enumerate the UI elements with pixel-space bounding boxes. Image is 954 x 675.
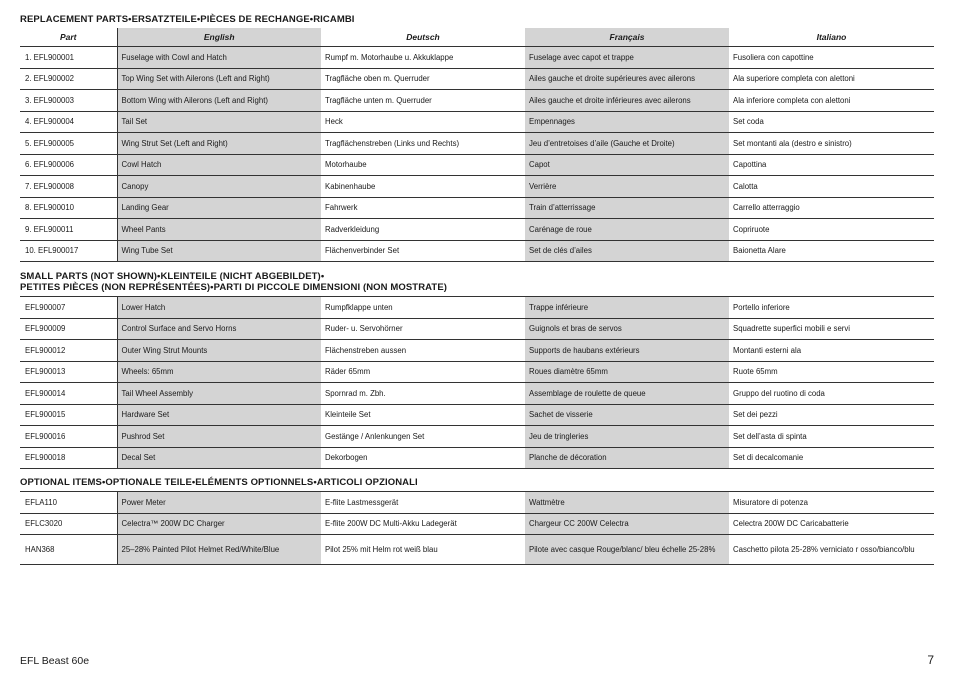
cell-italiano: Set montanti ala (destro e sinistro) xyxy=(729,133,934,155)
cell-part: EFL900018 xyxy=(20,447,117,469)
cell-english: Landing Gear xyxy=(117,197,321,219)
cell-english: Cowl Hatch xyxy=(117,154,321,176)
cell-deutsch: Pilot 25% mit Helm rot weiß blau xyxy=(321,535,525,565)
cell-english: Celectra™ 200W DC Charger xyxy=(117,513,321,535)
cell-english: Decal Set xyxy=(117,447,321,469)
cell-italiano: Portello inferiore xyxy=(729,297,934,319)
cell-deutsch: Tragfläche unten m. Querruder xyxy=(321,90,525,112)
table-row xyxy=(20,426,934,448)
cell-italiano: Calotta xyxy=(729,176,934,198)
page-number: 7 xyxy=(927,653,934,667)
cell-deutsch: E-flite Lastmessgerät xyxy=(321,492,525,514)
replacement-parts-table xyxy=(20,28,934,262)
table-row xyxy=(20,111,934,133)
cell-deutsch: Flächenstreben aussen xyxy=(321,340,525,362)
parts-list-page xyxy=(20,14,934,565)
cell-francais: Trappe inférieure xyxy=(525,297,729,319)
cell-italiano: Squadrette superfici mobili e servi xyxy=(729,318,934,340)
table-row xyxy=(20,297,934,319)
cell-italiano: Capottina xyxy=(729,154,934,176)
cell-english: Wing Strut Set (Left and Right) xyxy=(117,133,321,155)
cell-italiano: Carrello atterraggio xyxy=(729,197,934,219)
cell-italiano: Set di decalcomanie xyxy=(729,447,934,469)
cell-part: EFL900014 xyxy=(20,383,117,405)
cell-italiano: Set dell’asta di spinta xyxy=(729,426,934,448)
cell-deutsch: Ruder- u. Servohörner xyxy=(321,318,525,340)
cell-italiano: Celectra 200W DC Caricabatterie xyxy=(729,513,934,535)
cell-part: EFL900015 xyxy=(20,404,117,426)
cell-part: EFL900012 xyxy=(20,340,117,362)
cell-part: EFL900013 xyxy=(20,361,117,383)
cell-italiano: Caschetto pilota 25-28% verniciato r osso/bianco/blu xyxy=(729,535,934,565)
table-row xyxy=(20,361,934,383)
cell-english: 25–28% Painted Pilot Helmet Red/White/Blue xyxy=(117,535,321,565)
header-francais: Français xyxy=(525,28,729,47)
replacement-parts-title: REPLACEMENT PARTS•ERSATZTEILE•PIÈCES DE RECHANGE•RICAMBI xyxy=(20,14,355,25)
cell-francais: Fuselage avec capot et trappe xyxy=(525,47,729,69)
cell-deutsch: E-flite 200W DC Multi-Akku Ladegerät xyxy=(321,513,525,535)
table-row xyxy=(20,240,934,262)
cell-part: EFLA110 xyxy=(20,492,117,514)
cell-part: 7. EFL900008 xyxy=(20,176,117,198)
cell-francais: Verrière xyxy=(525,176,729,198)
cell-italiano: Set coda xyxy=(729,111,934,133)
cell-part: 5. EFL900005 xyxy=(20,133,117,155)
cell-english: Tail Wheel Assembly xyxy=(117,383,321,405)
cell-francais: Ailes gauche et droite inférieures avec ailerons xyxy=(525,90,729,112)
cell-english: Wing Tube Set xyxy=(117,240,321,262)
cell-italiano: Copriruote xyxy=(729,219,934,241)
cell-italiano: Montanti esterni ala xyxy=(729,340,934,362)
table-row xyxy=(20,154,934,176)
cell-deutsch: Flächenverbinder Set xyxy=(321,240,525,262)
cell-english: Tail Set xyxy=(117,111,321,133)
cell-francais: Capot xyxy=(525,154,729,176)
cell-deutsch: Kleinteile Set xyxy=(321,404,525,426)
cell-part: 2. EFL900002 xyxy=(20,68,117,90)
cell-english: Lower Hatch xyxy=(117,297,321,319)
cell-deutsch: Kabinenhaube xyxy=(321,176,525,198)
small-parts-body xyxy=(20,297,934,469)
optional-items-body xyxy=(20,492,934,565)
header-part: Part xyxy=(20,28,117,47)
cell-italiano: Ala superiore completa con alettoni xyxy=(729,68,934,90)
cell-deutsch: Tragflächenstreben (Links und Rechts) xyxy=(321,133,525,155)
cell-english: Outer Wing Strut Mounts xyxy=(117,340,321,362)
optional-items-table xyxy=(20,491,934,565)
cell-francais: Ailes gauche et droite supérieures avec ailerons xyxy=(525,68,729,90)
cell-english: Power Meter xyxy=(117,492,321,514)
cell-part: EFLC3020 xyxy=(20,513,117,535)
cell-italiano: Ala inferiore completa con alettoni xyxy=(729,90,934,112)
cell-part: 1. EFL900001 xyxy=(20,47,117,69)
table-row xyxy=(20,383,934,405)
table-row xyxy=(20,447,934,469)
table-row xyxy=(20,90,934,112)
cell-francais: Jeu de tringleries xyxy=(525,426,729,448)
cell-english: Bottom Wing with Ailerons (Left and Right) xyxy=(117,90,321,112)
cell-part: EFL900009 xyxy=(20,318,117,340)
cell-deutsch: Rumpfklappe unten xyxy=(321,297,525,319)
small-parts-title-line2: PETITES PIÈCES (NON REPRÉSENTÉES)•PARTI DI PICCOLE DIMENSIONI (NON MOSTRATE) xyxy=(20,282,448,293)
cell-english: Control Surface and Servo Horns xyxy=(117,318,321,340)
cell-francais: Chargeur CC 200W Celectra xyxy=(525,513,729,535)
cell-deutsch: Räder 65mm xyxy=(321,361,525,383)
cell-italiano: Set dei pezzi xyxy=(729,404,934,426)
replacement-parts-body xyxy=(20,47,934,262)
cell-english: Canopy xyxy=(117,176,321,198)
cell-english: Wheels: 65mm xyxy=(117,361,321,383)
cell-deutsch: Tragfläche oben m. Querruder xyxy=(321,68,525,90)
header-italiano: Italiano xyxy=(729,28,934,47)
footer-title: EFL Beast 60e xyxy=(20,655,90,667)
cell-francais: Supports de haubans extérieurs xyxy=(525,340,729,362)
cell-francais: Pilote avec casque Rouge/blanc/ bleu échelle 25-28% xyxy=(525,535,729,565)
cell-part: HAN368 xyxy=(20,535,117,565)
cell-part: 6. EFL900006 xyxy=(20,154,117,176)
cell-part: 8. EFL900010 xyxy=(20,197,117,219)
cell-part: EFL900007 xyxy=(20,297,117,319)
table-row xyxy=(20,197,934,219)
header-deutsch: Deutsch xyxy=(321,28,525,47)
table-row xyxy=(20,535,934,565)
cell-english: Wheel Pants xyxy=(117,219,321,241)
cell-francais: Wattmètre xyxy=(525,492,729,514)
cell-italiano: Fusoliera con capottine xyxy=(729,47,934,69)
table-row xyxy=(20,176,934,198)
cell-part: 9. EFL900011 xyxy=(20,219,117,241)
table-row xyxy=(20,47,934,69)
cell-francais: Sachet de visserie xyxy=(525,404,729,426)
cell-deutsch: Motorhaube xyxy=(321,154,525,176)
cell-italiano: Baionetta Alare xyxy=(729,240,934,262)
header-english: English xyxy=(117,28,321,47)
cell-deutsch: Radverkleidung xyxy=(321,219,525,241)
cell-deutsch: Heck xyxy=(321,111,525,133)
cell-deutsch: Rumpf m. Motorhaube u. Akkuklappe xyxy=(321,47,525,69)
cell-italiano: Misuratore di potenza xyxy=(729,492,934,514)
cell-francais: Set de clés d’ailes xyxy=(525,240,729,262)
table-row xyxy=(20,68,934,90)
cell-part: 4. EFL900004 xyxy=(20,111,117,133)
table-row xyxy=(20,513,934,535)
cell-francais: Carénage de roue xyxy=(525,219,729,241)
table-header-row xyxy=(20,28,934,47)
cell-francais: Empennages xyxy=(525,111,729,133)
cell-english: Pushrod Set xyxy=(117,426,321,448)
cell-deutsch: Fahrwerk xyxy=(321,197,525,219)
cell-deutsch: Spornrad m. Zbh. xyxy=(321,383,525,405)
cell-part: EFL900016 xyxy=(20,426,117,448)
cell-francais: Planche de décoration xyxy=(525,447,729,469)
cell-italiano: Ruote 65mm xyxy=(729,361,934,383)
table-row xyxy=(20,340,934,362)
cell-deutsch: Dekorbogen xyxy=(321,447,525,469)
cell-francais: Jeu d’entretoises d’aile (Gauche et Droite) xyxy=(525,133,729,155)
table-row xyxy=(20,492,934,514)
cell-part: 10. EFL900017 xyxy=(20,240,117,262)
cell-italiano: Gruppo del ruotino di coda xyxy=(729,383,934,405)
table-row xyxy=(20,219,934,241)
cell-english: Fuselage with Cowl and Hatch xyxy=(117,47,321,69)
cell-francais: Guignols et bras de servos xyxy=(525,318,729,340)
small-parts-table xyxy=(20,296,934,469)
cell-part: 3. EFL900003 xyxy=(20,90,117,112)
cell-deutsch: Gestänge / Anlenkungen Set xyxy=(321,426,525,448)
table-row xyxy=(20,404,934,426)
cell-francais: Train d’atterrissage xyxy=(525,197,729,219)
cell-english: Hardware Set xyxy=(117,404,321,426)
small-parts-title-line1: SMALL PARTS (NOT SHOWN)•KLEINTEILE (NICHT ABGEBILDET)• xyxy=(20,271,325,282)
table-row xyxy=(20,133,934,155)
optional-items-title: OPTIONAL ITEMS•OPTIONALE TEILE•ELÉMENTS OPTIONNELS•ARTICOLI OPZIONALI xyxy=(20,477,418,488)
cell-francais: Assemblage de roulette de queue xyxy=(525,383,729,405)
table-row xyxy=(20,318,934,340)
cell-francais: Roues diamètre 65mm xyxy=(525,361,729,383)
cell-english: Top Wing Set with Ailerons (Left and Right) xyxy=(117,68,321,90)
